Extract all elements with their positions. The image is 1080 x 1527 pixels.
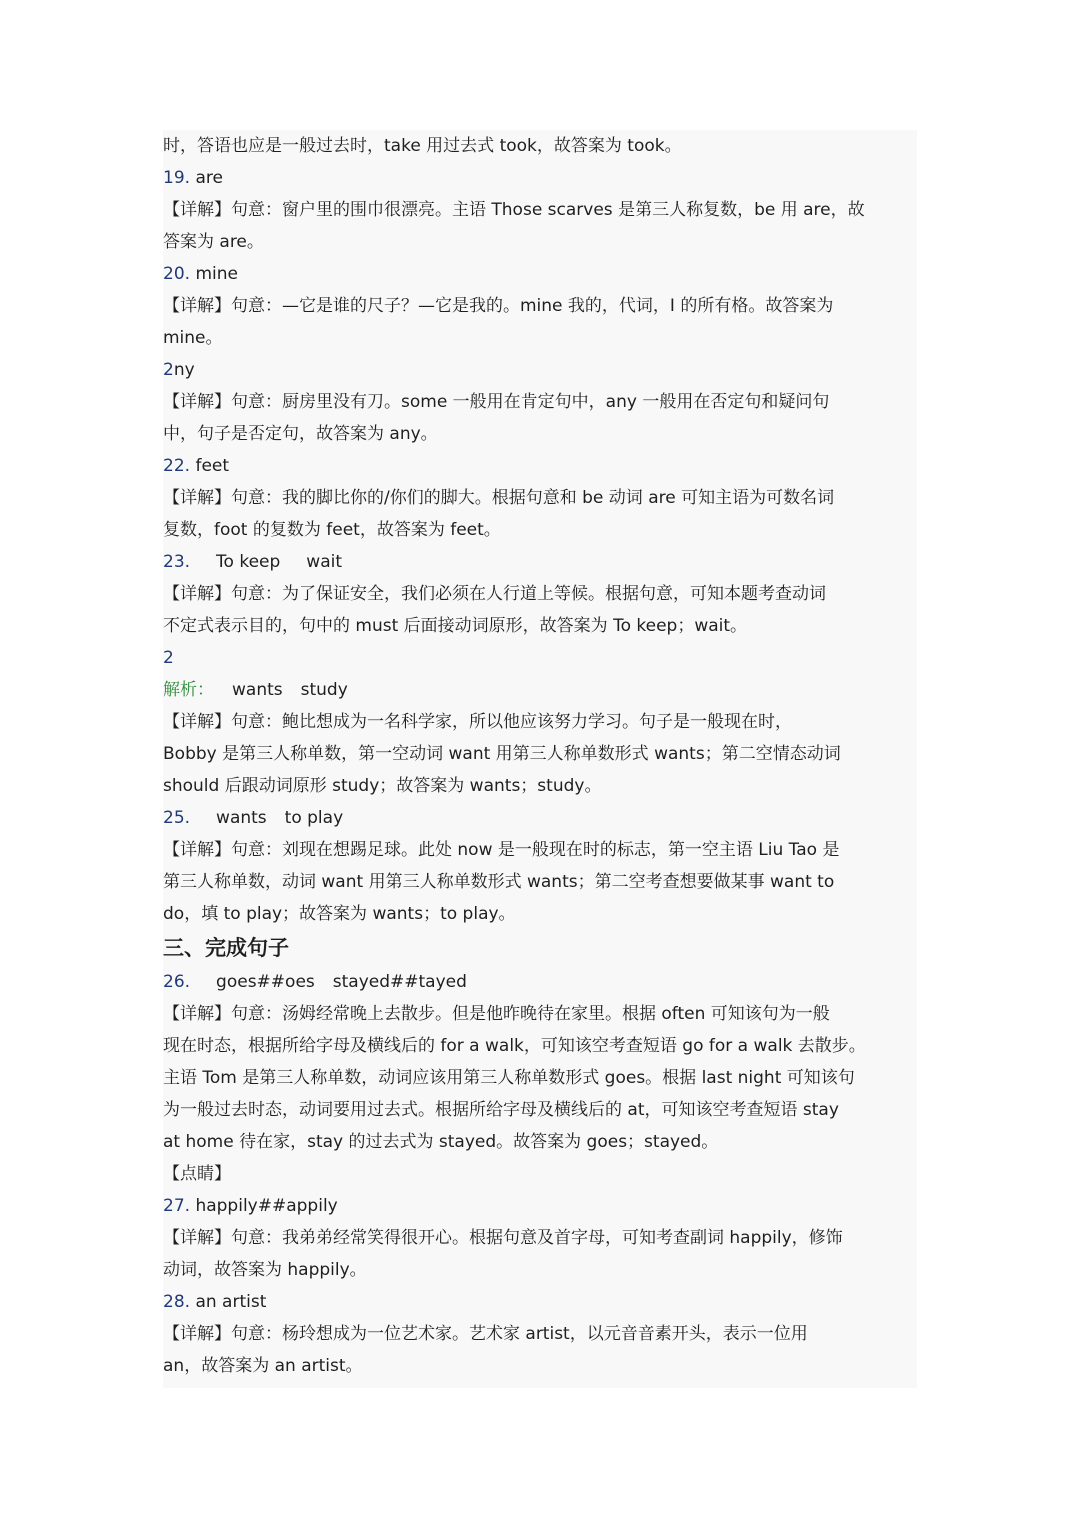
text-line: 【详解】句意：窗户里的围巾很漂亮。主语 Those scarves 是第三人称复数，be 用 are，故: [163, 200, 865, 220]
answer-item-21: [163, 354, 917, 386]
answer-value: an artist: [195, 1292, 267, 1312]
item-number: 27.: [163, 1196, 191, 1216]
text-line: 【详解】句意：鲍比想成为一名科学家，所以他应该努力学习。句子是一般现在时，: [163, 712, 792, 732]
text-line: 第三人称单数，动词 want 用第三人称单数形式 wants；第二空考查想要做某事 want to: [163, 872, 835, 892]
text-line: 答案为 are。: [163, 232, 264, 252]
text-line: 为一般过去时态，动词要用过去式。根据所给字母及横线后的 at，可知该空考查短语 stay: [163, 1100, 839, 1120]
item-number: 2: [163, 648, 174, 668]
item-number: 23.: [163, 552, 191, 572]
answer-value-2: wait: [306, 552, 343, 572]
answer-page: [163, 130, 917, 1388]
text-line: 现在时态，根据所给字母及横线后的 for a walk，可知该空考查短语 go for a walk 去散步。: [163, 1036, 866, 1056]
item-number: 20.: [163, 264, 191, 284]
text-line: 主语 Tom 是第三人称单数，动词应该用第三人称单数形式 goes。根据 last night 可知该句: [163, 1068, 855, 1088]
text-line: 时，答语也应是一般过去时，take 用过去式 took，故答案为 took。: [163, 136, 682, 156]
answer-value: mine: [195, 264, 238, 284]
text-line: at home 待在家，stay 的过去式为 stayed。故答案为 goes；stayed。: [163, 1132, 719, 1152]
answer-value-2: to play: [284, 808, 344, 828]
answer-value-2: study: [300, 680, 348, 700]
text-line: 【详解】句意：我弟弟经常笑得很开心。根据句意及首字母，可知考查副词 happily，修饰: [163, 1228, 843, 1248]
answer-item-26: [163, 966, 917, 998]
answer-item-22: [163, 450, 917, 482]
text-line: 动词，故答案为 happily。: [163, 1260, 367, 1280]
answer-item-28: [163, 1286, 917, 1318]
text-line: should 后跟动词原形 study；故答案为 wants；study。: [163, 776, 602, 796]
text-line: 不定式表示目的，句中的 must 后面接动词原形，故答案为 To keep；wait。: [163, 616, 748, 636]
item-number: 26.: [163, 972, 191, 992]
answer-item-23: [163, 546, 917, 578]
item-number: 2: [163, 360, 174, 380]
text-line: 【详解】句意：杨玲想成为一位艺术家。艺术家 artist，以元音音素开头，表示一位用: [163, 1324, 808, 1344]
text-line: do，填 to play；故答案为 wants；to play。: [163, 904, 516, 924]
text-line: 【详解】句意：厨房里没有刀。some 一般用在肯定句中，any 一般用在否定句和疑问句: [163, 392, 830, 412]
item-number: 19.: [163, 168, 191, 188]
text-line: mine。: [163, 328, 223, 348]
answer-item-19: [163, 162, 917, 194]
text-line: 【详解】句意：刘现在想踢足球。此处 now 是一般现在时的标志，第一空主语 Liu Tao 是: [163, 840, 840, 860]
answer-item-24: [163, 674, 917, 706]
text-line: 【详解】句意：为了保证安全，我们必须在人行道上等候。根据句意，可知本题考查动词: [163, 584, 826, 604]
item-number: 28.: [163, 1292, 191, 1312]
answer-value: wants: [216, 808, 267, 828]
answer-value: happily##appily: [195, 1196, 338, 1216]
text-line: Bobby 是第三人称单数，第一空动词 want 用第三人称单数形式 wants；第二空情态动词: [163, 744, 841, 764]
answer-item-27: [163, 1190, 917, 1222]
text-line: 【详解】句意：汤姆经常晚上去散步。但是他昨晚待在家里。根据 often 可知该句为一般: [163, 1004, 830, 1024]
item-number: 22.: [163, 456, 191, 476]
answer-item-25: [163, 802, 917, 834]
text-line: 复数，foot 的复数为 feet，故答案为 feet。: [163, 520, 501, 540]
answer-item-20: [163, 258, 917, 290]
answer-value: To keep: [216, 552, 281, 572]
text-line: 中，句子是否定句，故答案为 any。: [163, 424, 438, 444]
answer-value: are: [195, 168, 223, 188]
text-line: 【详解】句意：—它是谁的尺子？—它是我的。mine 我的，代词，I 的所有格。故答案为: [163, 296, 834, 316]
answer-value: feet: [195, 456, 230, 476]
item-number: 25.: [163, 808, 191, 828]
answer-value: ny: [173, 360, 195, 380]
answer-value: goes##oes: [216, 972, 315, 992]
text-line: 【点睛】: [163, 1164, 231, 1184]
section-heading: 三、完成句子: [163, 936, 289, 960]
analysis-label: 解析：: [163, 680, 214, 700]
text-line: 【详解】句意：我的脚比你的/你们的脚大。根据句意和 be 动词 are 可知主语为可数名词: [163, 488, 835, 508]
text-line: an，故答案为 an artist。: [163, 1356, 363, 1376]
answer-item-24-number: [163, 642, 917, 674]
answer-value: wants: [232, 680, 283, 700]
answer-value-2: stayed##tayed: [332, 972, 467, 992]
